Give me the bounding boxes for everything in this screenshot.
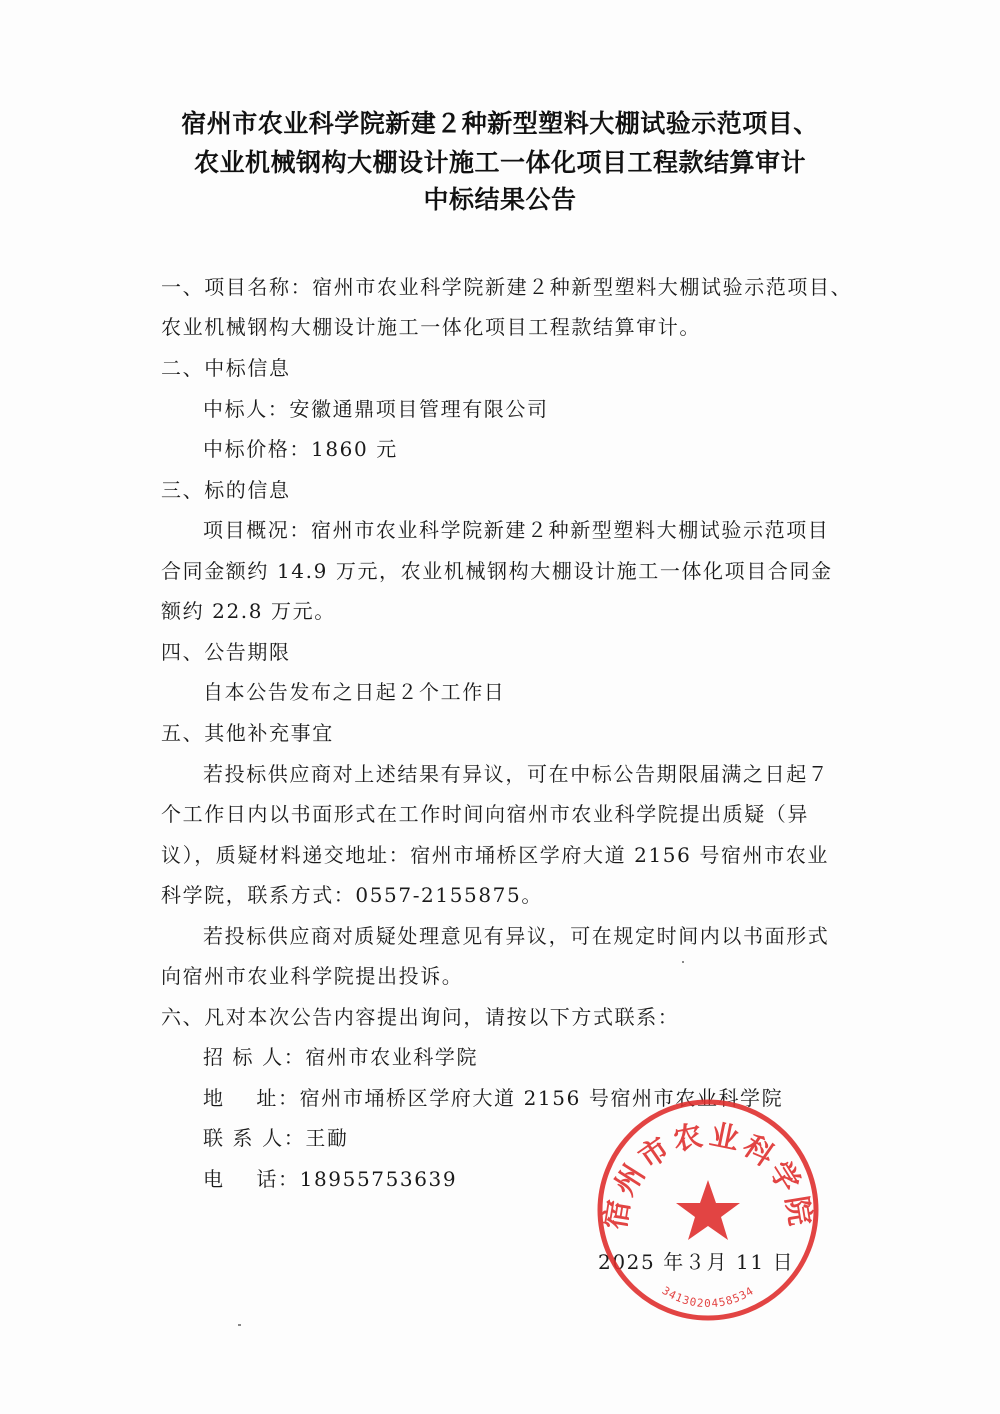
section5-heading: 五、其他补充事宜: [161, 721, 334, 745]
contact-row: [203, 1043, 478, 1071]
contact-label-address: 地 址：: [203, 1086, 300, 1110]
section5-p1-line-2: 个工作日内以书面形式在工作时间向宿州市农业科学院提出质疑（异: [161, 802, 809, 826]
section5-p1-line-1: 若投标供应商对上述结果有异议，可在中标公告期限届满之日起７: [203, 762, 830, 786]
winner-line: 中标人：安徽通鼎项目管理有限公司: [203, 397, 549, 421]
contact-row: [203, 1165, 457, 1193]
section3-line-1: 项目概况：宿州市农业科学院新建２种新型塑料大棚试验示范项目: [203, 518, 830, 542]
contact-value-person: 王勔: [305, 1126, 349, 1150]
title-line-2: 农业机械钢构大棚设计施工一体化项目工程款结算审计: [193, 148, 806, 177]
issue-date: 2025 年３月 11 日: [598, 1250, 795, 1274]
contact-value-tenderer: 宿州市农业科学院: [305, 1045, 479, 1069]
title-line-1: 宿州市农业科学院新建２种新型塑料大棚试验示范项目、: [181, 109, 819, 138]
contact-value-phone: 18955753639: [299, 1167, 458, 1191]
official-seal: [593, 1095, 823, 1325]
section2-heading: 二、中标信息: [161, 356, 291, 380]
section4-heading: 四、公告期限: [161, 640, 291, 664]
section6-heading: 六、凡对本次公告内容提出询问，请按以下方式联系：: [161, 1005, 680, 1029]
seal-code-text: [660, 1284, 757, 1310]
contact-value-address: 宿州市埇桥区学府大道 2156 号宿州市农业科学院: [299, 1086, 784, 1110]
contact-label-tenderer: 招 标 人：: [203, 1045, 306, 1069]
contact-label-phone: 电 话：: [203, 1167, 300, 1191]
section1-line-1: 一、项目名称：宿州市农业科学院新建２种新型塑料大棚试验示范项目、: [161, 275, 853, 299]
scan-speck: [238, 1324, 241, 1326]
title-line-3: 中标结果公告: [423, 185, 577, 214]
contact-label-person: 联 系 人：: [203, 1126, 306, 1150]
contact-row: [203, 1124, 349, 1152]
section3-heading: 三、标的信息: [161, 478, 291, 502]
seal-star-icon: [676, 1180, 740, 1240]
seal-code-path: 3413020458534: [659, 1284, 757, 1311]
section5-p2-line-2: 向宿州市农业科学院提出投诉。: [161, 964, 464, 988]
section3-line-3: 额约 22.8 万元。: [161, 599, 336, 623]
section3-line-2: 合同金额约 14.9 万元，农业机械钢构大棚设计施工一体化项目合同金: [161, 559, 833, 583]
section5-p1-line-4: 科学院，联系方式：0557-2155875。: [161, 883, 543, 907]
section5-p1-line-3: 议），质疑材料递交地址：宿州市埇桥区学府大道 2156 号宿州市农业: [161, 843, 830, 867]
section5-p2-line-1: 若投标供应商对质疑处理意见有异议，可在规定时间内以书面形式: [203, 924, 830, 948]
section4-text: 自本公告发布之日起２个工作日: [203, 680, 506, 704]
price-line: 中标价格：1860 元: [203, 437, 398, 461]
scan-speck: [682, 961, 684, 963]
seal-name-path: 宿州市农业科学院: [597, 1117, 819, 1232]
section1-line-2: 农业机械钢构大棚设计施工一体化项目工程款结算审计。: [161, 315, 701, 339]
